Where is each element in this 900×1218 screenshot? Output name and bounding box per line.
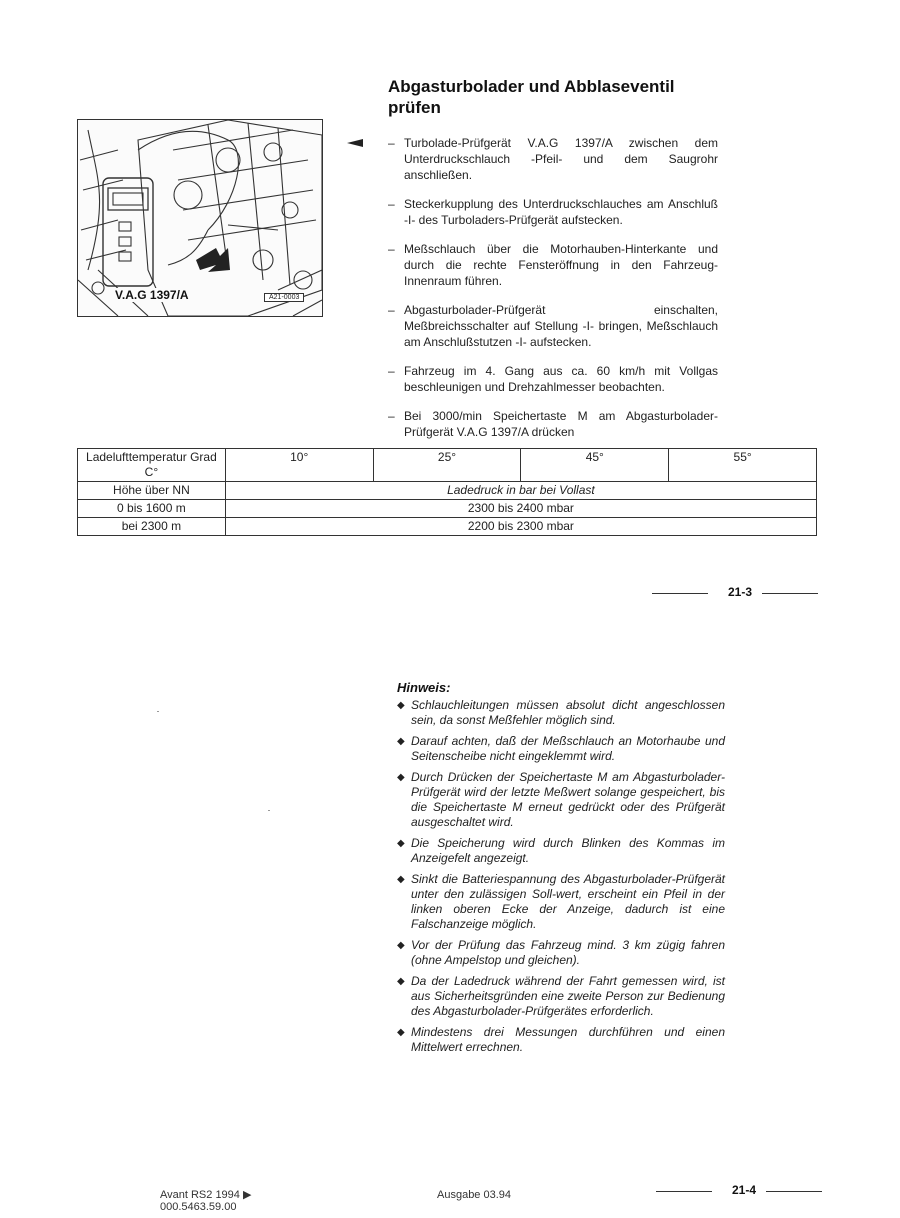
step-item bbox=[388, 302, 718, 350]
note-text: Schlauchleitungen müssen absolut dicht angeschlossen sein, da sonst Meßfehler möglich sind. bbox=[411, 698, 725, 727]
note-item bbox=[397, 1025, 725, 1055]
row-value: 2300 bis 2400 mbar bbox=[225, 500, 816, 518]
engine-drawing bbox=[78, 120, 322, 316]
diamond-bullet-icon: ◆ bbox=[397, 736, 405, 747]
table-row bbox=[78, 482, 817, 500]
figure-code: A21-0003 bbox=[264, 293, 304, 302]
row-label: 0 bis 1600 m bbox=[78, 500, 226, 518]
temperature-cell: 45° bbox=[521, 449, 669, 482]
dash-icon: – bbox=[388, 242, 395, 256]
step-item bbox=[388, 135, 718, 183]
diamond-bullet-icon: ◆ bbox=[397, 940, 405, 951]
step-item bbox=[388, 363, 718, 395]
step-text: Fahrzeug im 4. Gang aus ca. 60 km/h mit Vollgas beschleunigen und Drehzahlmesser beobachten. bbox=[404, 364, 718, 394]
scan-speck bbox=[157, 711, 159, 712]
note-item bbox=[397, 974, 725, 1019]
boost-pressure-table bbox=[77, 448, 817, 536]
step-text: Turbolade-Prüfgerät V.A.G 1397/A zwischen dem Unterdruckschlauch -Pfeil- und dem Saugrohr anschließen. bbox=[404, 136, 718, 182]
note-item bbox=[397, 734, 725, 764]
step-item bbox=[388, 241, 718, 289]
footer-model-text: Avant RS2 1994 bbox=[160, 1189, 240, 1201]
dash-icon: – bbox=[388, 409, 395, 423]
page-rule-right bbox=[762, 593, 818, 594]
right-arrow-icon: ▶ bbox=[242, 1189, 252, 1201]
section-title: Abgasturbolader und Abblaseventil prüfen bbox=[388, 77, 675, 117]
note-item bbox=[397, 938, 725, 968]
diamond-bullet-icon: ◆ bbox=[397, 838, 405, 849]
note-item bbox=[397, 770, 725, 830]
step-item bbox=[388, 196, 718, 228]
table-row bbox=[78, 518, 817, 536]
step-text: Meßschlauch über die Motorhauben-Hinterkante und durch die rechte Fensteröffnung in den Fahrzeug-Innenraum führen. bbox=[404, 242, 718, 288]
note-item bbox=[397, 872, 725, 932]
scan-speck bbox=[268, 810, 270, 811]
page-rule-left bbox=[652, 593, 708, 594]
row-value: 2200 bis 2300 mbar bbox=[225, 518, 816, 536]
temperature-cell: 25° bbox=[373, 449, 521, 482]
note-item bbox=[397, 698, 725, 728]
diamond-bullet-icon: ◆ bbox=[397, 976, 405, 987]
page-number-top: 21-3 bbox=[728, 585, 753, 599]
page-rule-left bbox=[656, 1191, 712, 1192]
table-row bbox=[78, 500, 817, 518]
temperature-cell: 55° bbox=[669, 449, 817, 482]
diamond-bullet-icon: ◆ bbox=[397, 772, 405, 783]
diamond-bullet-icon: ◆ bbox=[397, 700, 405, 711]
note-title: Hinweis: bbox=[397, 680, 451, 695]
note-text: Sinkt die Batteriespannung des Abgasturbolader-Prüfgerät unter den zulässigen Soll-wert, erscheint ein Pfeil in der linken oberen Ecke der Anzeige, dadurch ist eine Falschanzeige möglich. bbox=[411, 872, 725, 931]
page-rule-right bbox=[766, 1191, 822, 1192]
note-text: Vor der Prüfung das Fahrzeug mind. 3 km zügig fahren (ohne Ampelstop und gleichen). bbox=[411, 938, 725, 967]
step-text: Steckerkupplung des Unterdruckschlauches am Anschluß -I- des Turboladers-Prüfgerät aufstecken. bbox=[404, 197, 718, 227]
notes-list bbox=[397, 698, 725, 1055]
row-value: Ladedruck in bar bei Vollast bbox=[225, 482, 816, 500]
note-text: Da der Ladedruck während der Fahrt gemessen wird, ist aus Sicherheitsgründen eine zweite Person zur Bedienung des Abgasturbolader-Prüfgerätes erforderlich. bbox=[411, 974, 725, 1018]
footer-part-number: 000.5463.59.00 bbox=[160, 1201, 237, 1213]
diamond-bullet-icon: ◆ bbox=[397, 1027, 405, 1038]
figure-label: V.A.G 1397/A bbox=[115, 288, 189, 302]
note-text: Die Speicherung wird durch Blinken des Kommas im Anzeigefelt angezeigt. bbox=[411, 836, 725, 865]
note-item bbox=[397, 836, 725, 866]
dash-icon: – bbox=[388, 197, 395, 211]
footer-model bbox=[160, 1189, 251, 1201]
row-label: bei 2300 m bbox=[78, 518, 226, 536]
temperature-header: Ladelufttemperatur Grad C° bbox=[78, 449, 226, 482]
step-item bbox=[388, 408, 718, 440]
temperature-cell: 10° bbox=[225, 449, 373, 482]
engine-figure bbox=[77, 119, 323, 317]
note-text: Durch Drücken der Speichertaste M am Abgasturbolader-Prüfgerät wird der letzte Meßwert solange gespeichert, bis die Speichertaste M erneut gedrückt oder des Prüfgerät ausgeschaltet wird. bbox=[411, 770, 725, 829]
procedure-steps bbox=[388, 135, 718, 440]
table-header-row bbox=[78, 449, 817, 482]
dash-icon: – bbox=[388, 136, 395, 150]
note-text: Mindestens drei Messungen durchführen und einen Mittelwert errechnen. bbox=[411, 1025, 725, 1054]
footer-edition: Ausgabe 03.94 bbox=[437, 1189, 512, 1201]
step-text: Bei 3000/min Speichertaste M am Abgasturbolader-Prüfgerät V.A.G 1397/A drücken bbox=[404, 409, 718, 439]
dash-icon: – bbox=[388, 364, 395, 378]
left-pointer-icon bbox=[347, 139, 363, 147]
dash-icon: – bbox=[388, 303, 395, 317]
row-label: Höhe über NN bbox=[78, 482, 226, 500]
note-text: Darauf achten, daß der Meßschlauch an Motorhaube und Seitenscheibe nicht eingeklemmt wird. bbox=[411, 734, 725, 763]
diamond-bullet-icon: ◆ bbox=[397, 874, 405, 885]
page-number-bottom: 21-4 bbox=[732, 1183, 757, 1197]
step-text: Abgasturbolader-Prüfgerät einschalten, Meßbreichsschalter auf Stellung -I- bringen, Meßschlauch am Anschlußstutzen -I- aufstecken. bbox=[404, 303, 718, 349]
